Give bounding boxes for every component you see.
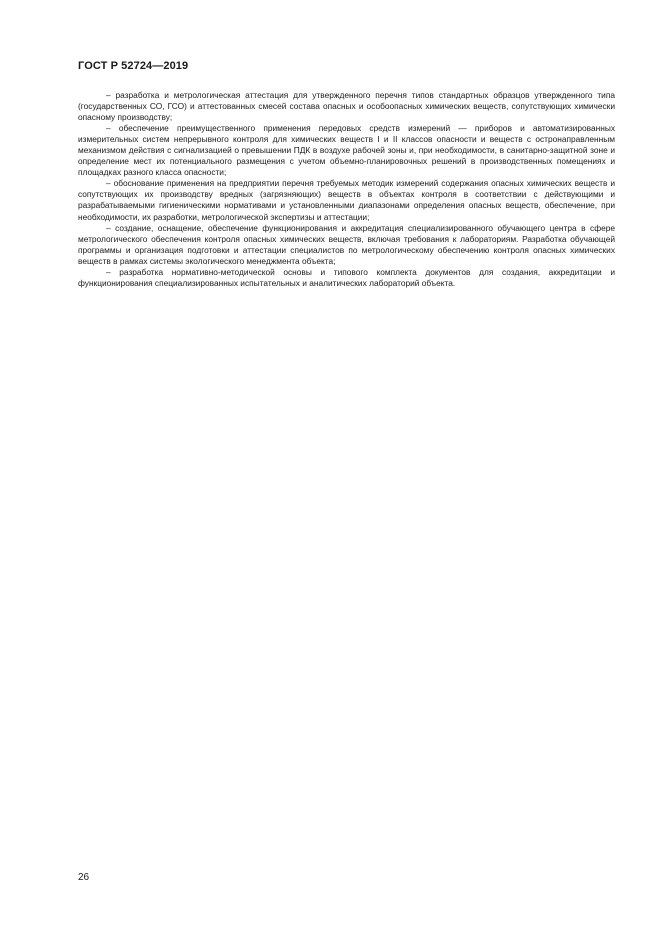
paragraph-training-center: – создание, оснащение, обеспечение функционирования и аккредитация специализированного обучающего центра в сфере метрологического обеспечения контроля опасных химических веществ, включая требования к лабораториям. Разработка обучающей программы и организация подготовки и аттестации специалистов по метрологическому обеспечению контроля опасных химических веществ в рамках системы экологического менеджмента объекта;	[78, 222, 615, 266]
document-header: ГОСТ Р 52724—2019	[78, 60, 189, 72]
paragraph-measuring-instruments: – обеспечение преимущественного применения передовых средств измерений — приборов и автоматизированных измерительных систем непрерывного контроля для химических веществ I и II классов опасности и веществ с остронаправленным механизмом действия с сигнализацией о превышении ПДК в воздухе рабочей зоны и, при необходимости, в санитарно-защитной зоне и определение мест их потенциального размещения с учетом объемно-планировочных решений в производственных помещениях и площадках разного класса опасности;	[78, 123, 615, 178]
paragraph-reference-materials: – разработка и метрологическая аттестация для утвержденного перечня типов стандартных образцов утвержденного типа (государственных СО, ГСО) и аттестованных смесей состава опасных и особоопасных химических веществ, сопутствующих химически опасному производству;	[78, 90, 615, 123]
paragraph-measurement-methods: – обоснование применения на предприятии перечня требуемых методик измерений содержания опасных химических веществ и сопутствующих их производству вредных (загрязняющих) веществ в объектах контроля в соответствии с действующими и разрабатываемыми гигиеническими нормативами и установленными диапазонами определения опасных веществ, обеспечение, при необходимости, их разработки, метрологической экспертизы и аттестации;	[78, 178, 615, 222]
page-number: 26	[78, 872, 90, 883]
paragraph-normative-documents: – разработка нормативно-методической основы и типового комплекта документов для создания, аккредитации и функционирования специализированных испытательных и аналитических лабораторий объекта.	[78, 266, 615, 288]
document-body	[78, 90, 615, 289]
